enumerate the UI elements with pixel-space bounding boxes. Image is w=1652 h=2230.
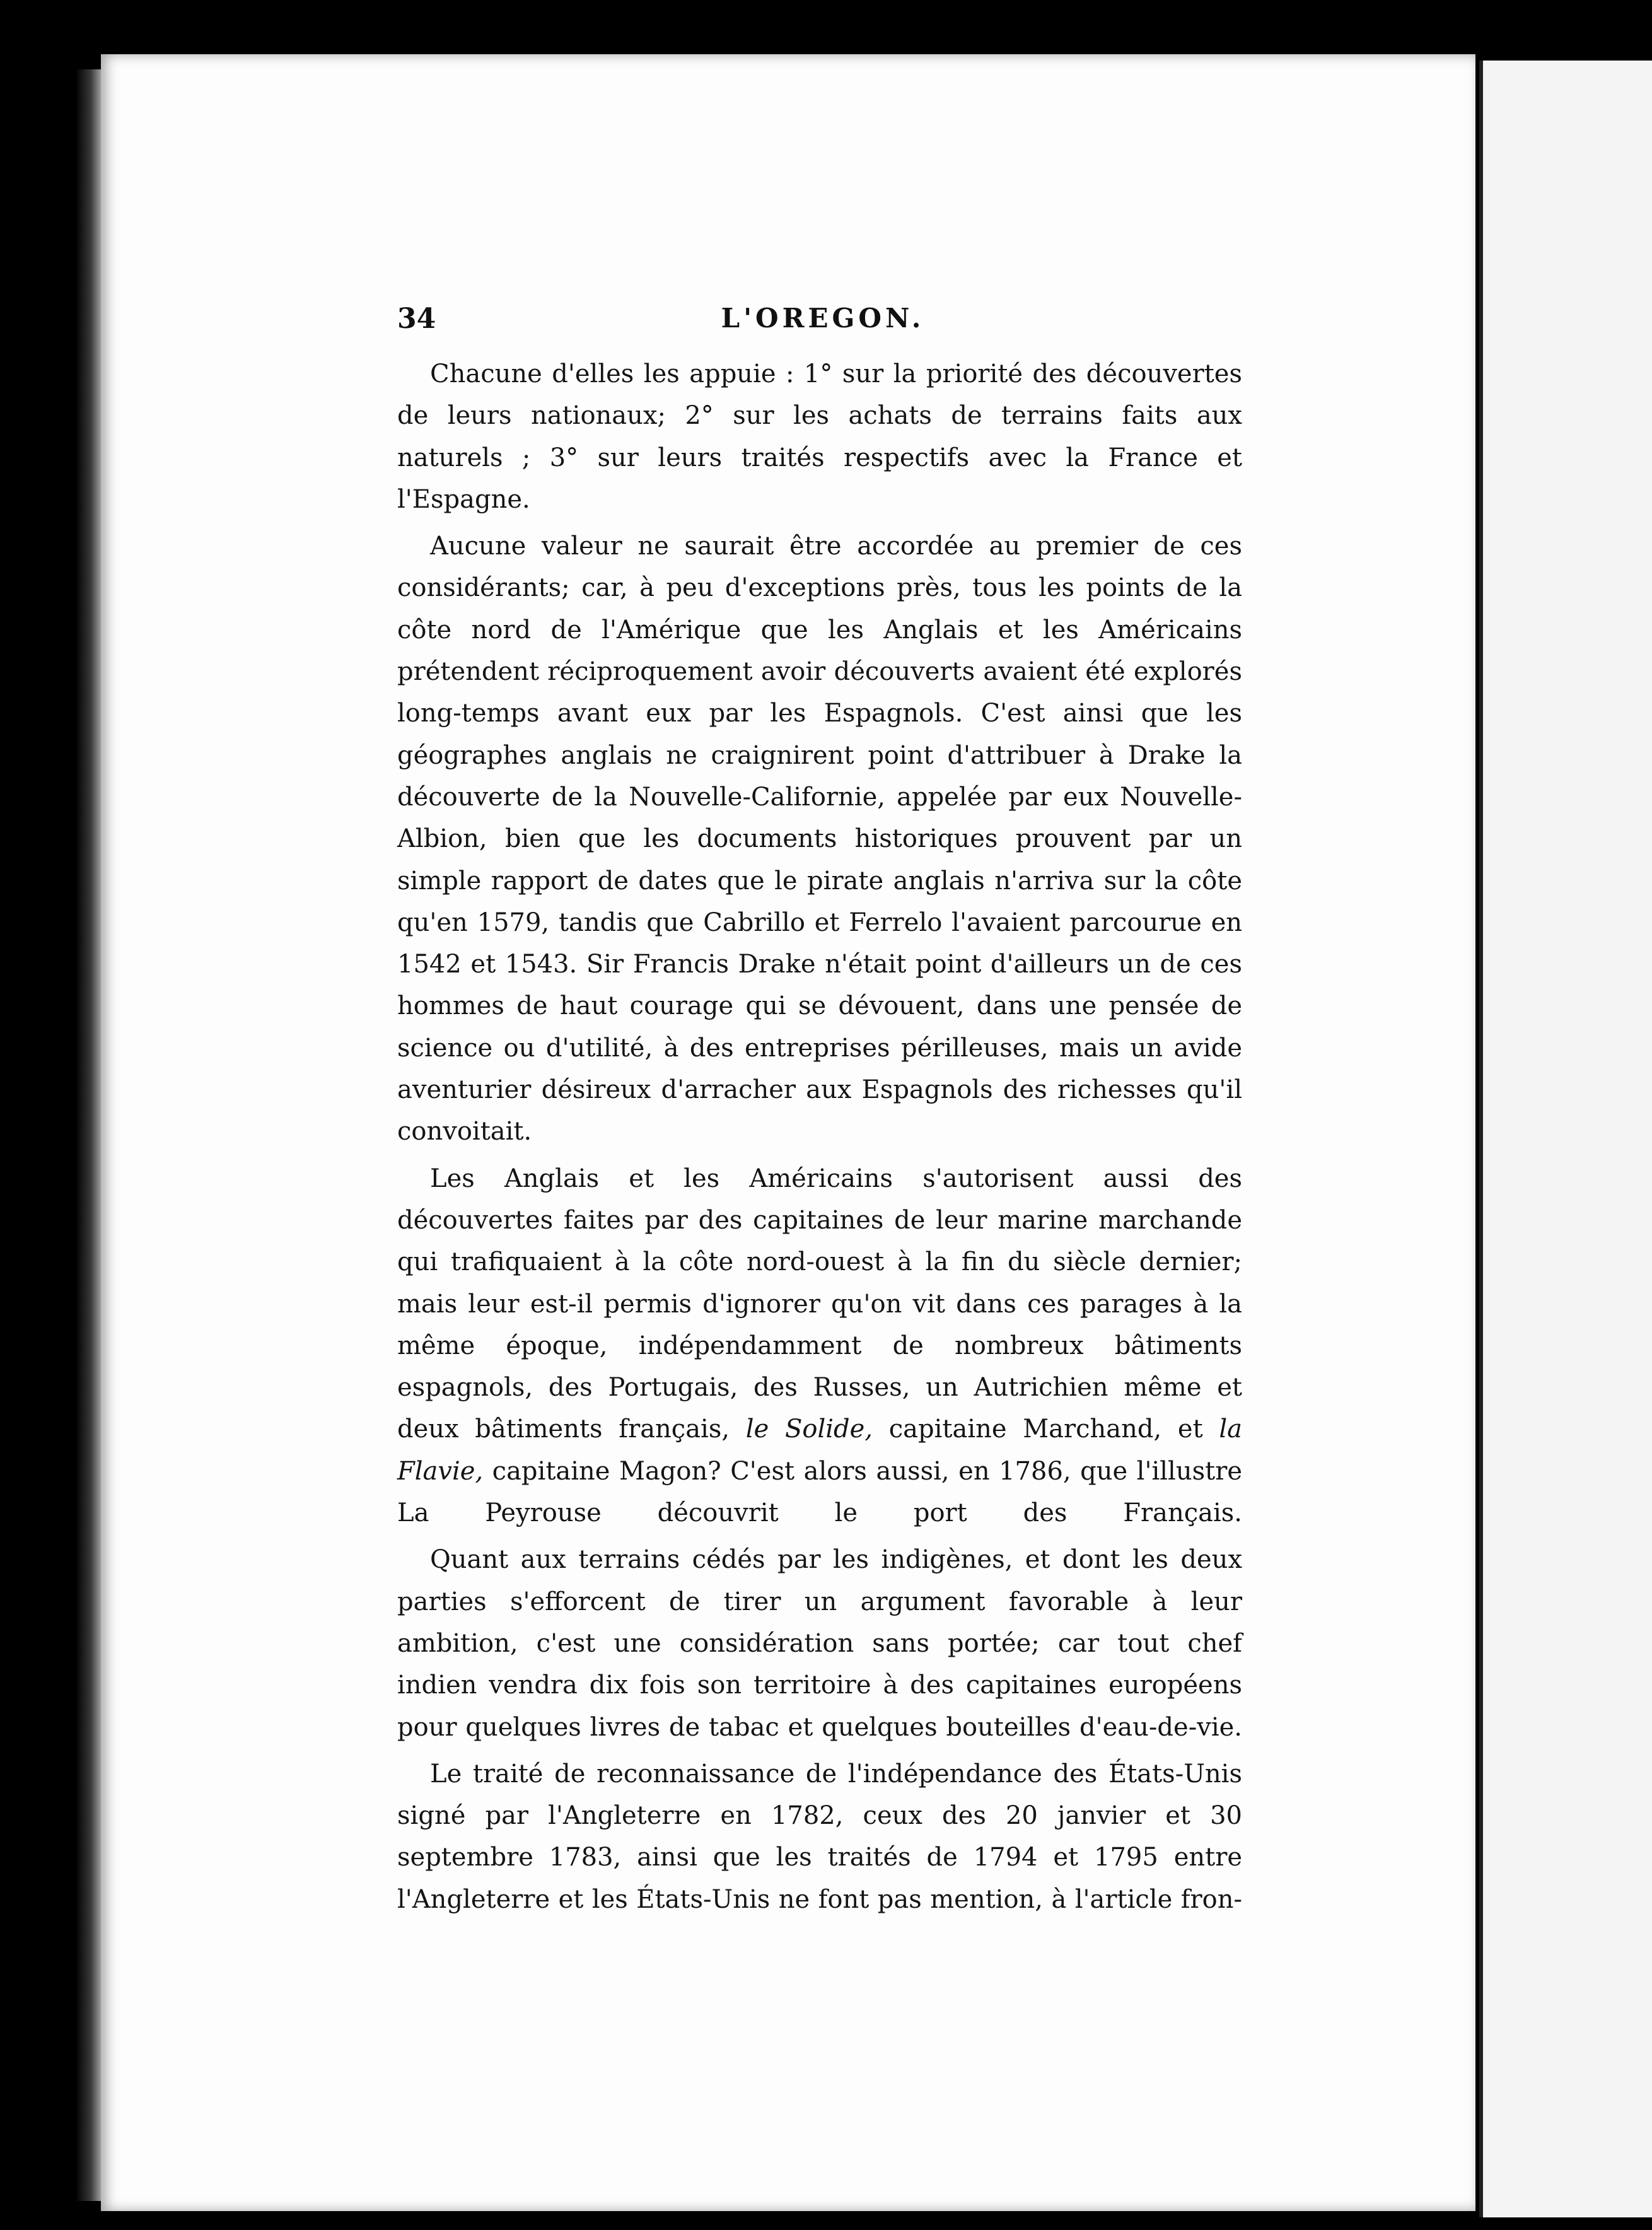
paragraph: Aucune valeur ne saurait être accordée au premier de ces considérants; car, à peu d'exceptions près, tous les points de la côte nord de l'Amérique que les Anglais et les Américains prétendent réciproquement avoir découverts avaient été explorés long-temps avant eux par les Espagnols. C'est ainsi que les géographes anglais ne craignirent point d'attribuer à Drake la découverte de la Nouvelle-Californie, appelée par eux Nouvelle-Albion, bien que les documents historiques prouvent par un simple rapport de dates que le pirate anglais n'arriva sur la côte qu'en 1579, tandis que Cabrillo et Ferrelo l'avaient parcourue en 1542 et 1543. Sir Francis Drake n'était point d'ailleurs un de ces hommes de haut courage qui se dévouent, dans une pensée de science ou d'utilité, à des entreprises périlleuses, mais un avide aventurier désireux d'arracher aux Espagnols des richesses qu'il convoitait.	[397, 532, 1242, 1147]
paragraph	[397, 1158, 1242, 1534]
scan-speck	[807, 24, 811, 28]
running-header	[397, 303, 1248, 341]
paragraph: Chacune d'elles les appuie : 1° sur la priorité des découvertes de leurs nationaux; 2° sur les achats de terrains faits aux naturels ; 3° sur leurs traités respectifs avec la France et l'Espagne.	[397, 359, 1242, 514]
body-text	[397, 353, 1242, 1925]
paragraph-text: capitaine Magon? C'est alors aussi, en 1786, que l'illustre La Peyrouse découvrit le port des Français.	[397, 1456, 1242, 1528]
paragraph-text: Les Anglais et les Américains s'autorisent aussi des découvertes faites par des capitaines de leur marine marchande qui trafiquaient à la côte nord-ouest à la fin du siècle dernier; mais leur est-il permis d'ignorer qu'on vit dans ces parages à la même époque, indépendamment de nombreux bâtiments espagnols, des Portugais, des Russes, un Autrichien même et deux bâtiments français,	[397, 1164, 1242, 1444]
adjacent-page-edge	[1479, 61, 1652, 2217]
ship-name: le Solide,	[745, 1415, 873, 1444]
page-number: 34	[397, 303, 436, 335]
paragraph: Le traité de reconnaissance de l'indépendance des États-Unis signé par l'Angleterre en 1782, ceux des 20 janvier et 30 septembre 1783, ainsi que les traités de 1794 et 1795 entre l'Angleterre et les États-Unis ne font pas mention, à l'article fron-	[397, 1759, 1242, 1914]
ship-name: la Flavie,	[397, 1415, 1243, 1486]
scan-speck	[269, 30, 274, 37]
paragraph-text: capitaine Marchand, et	[873, 1415, 1219, 1444]
paragraph: Quant aux terrains cédés par les indigènes, et dont les deux parties s'efforcent de tirer un argument favorable à leur ambition, c'est une considération sans portée; car tout chef indien vendra dix fois son territoire à des capitaines européens pour quelques livres de tabac et quelques bouteilles d'eau-de-vie.	[397, 1545, 1242, 1742]
running-title: L'OREGON.	[721, 303, 925, 334]
scan-speck	[719, 25, 728, 39]
